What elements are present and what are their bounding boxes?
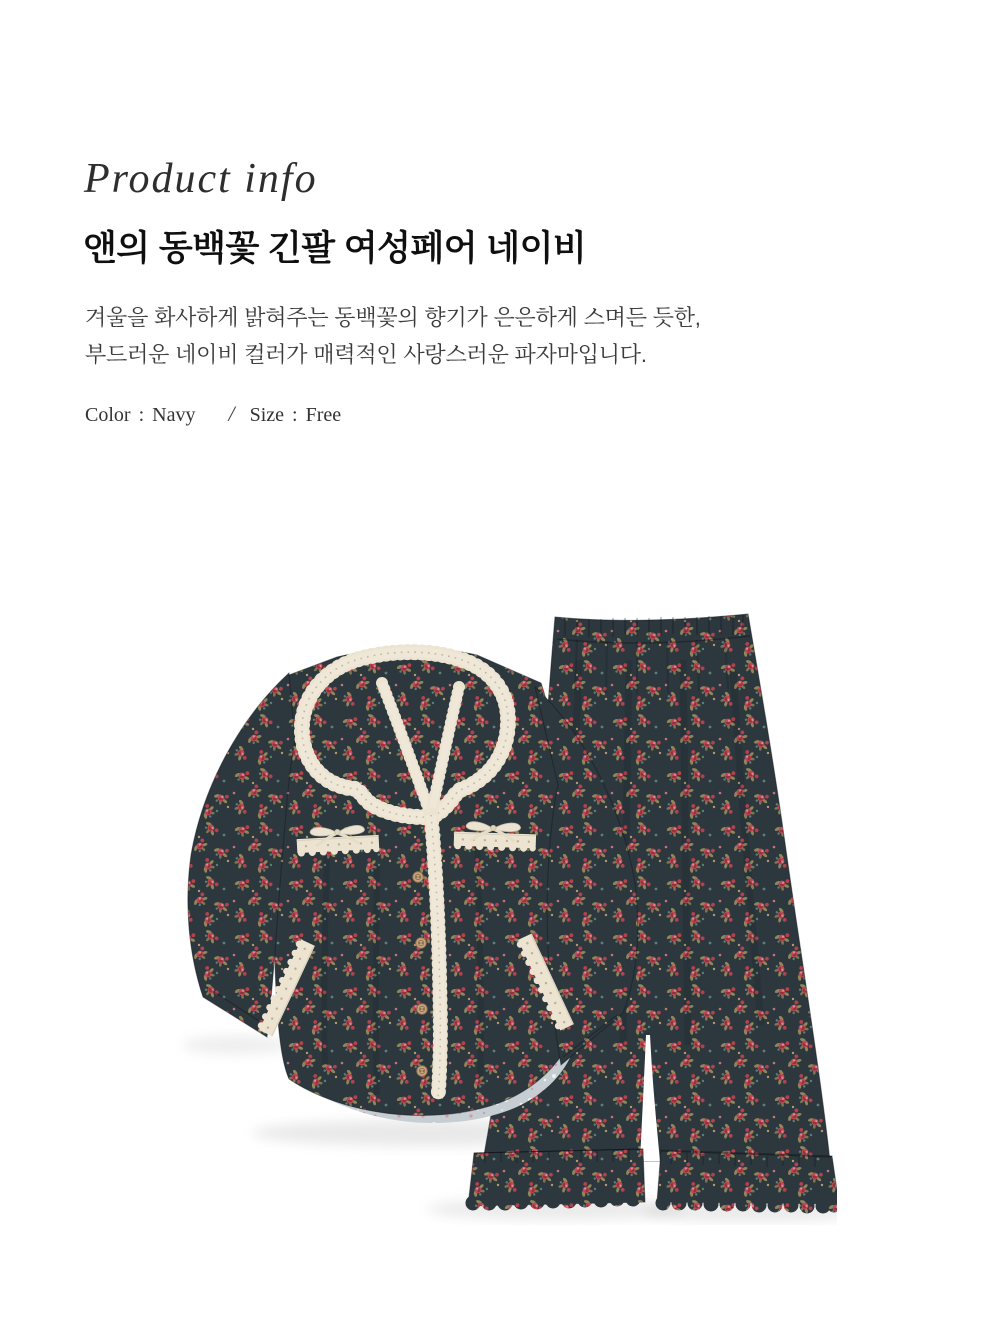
pajama-set-illustration: [177, 605, 837, 1225]
product-title: 앤의 동백꽃 긴팔 여성페어 네이비: [83, 229, 587, 268]
size-label: Size: [249, 404, 285, 426]
meta-separator: /: [228, 401, 235, 426]
product-description: [85, 299, 701, 373]
description-line-1: 겨울을 화사하게 밝혀주는 동백꽃의 향기가 은은하게 스며든 듯한,: [85, 305, 701, 330]
description-line-2: 부드러운 네이비 컬러가 매력적인 사랑스러운 파자마입니다.: [85, 342, 647, 367]
product-meta: [85, 401, 341, 427]
color-colon: :: [138, 404, 145, 426]
size-colon: :: [292, 404, 298, 426]
section-title: Product info: [84, 156, 318, 202]
product-photo: [177, 605, 837, 1225]
pants-ruffle-right: [656, 1150, 838, 1214]
color-value: Navy: [152, 404, 196, 426]
pants-ruffle-left: [466, 1149, 646, 1211]
size-value: Free: [305, 404, 342, 426]
color-label: Color: [85, 404, 131, 426]
